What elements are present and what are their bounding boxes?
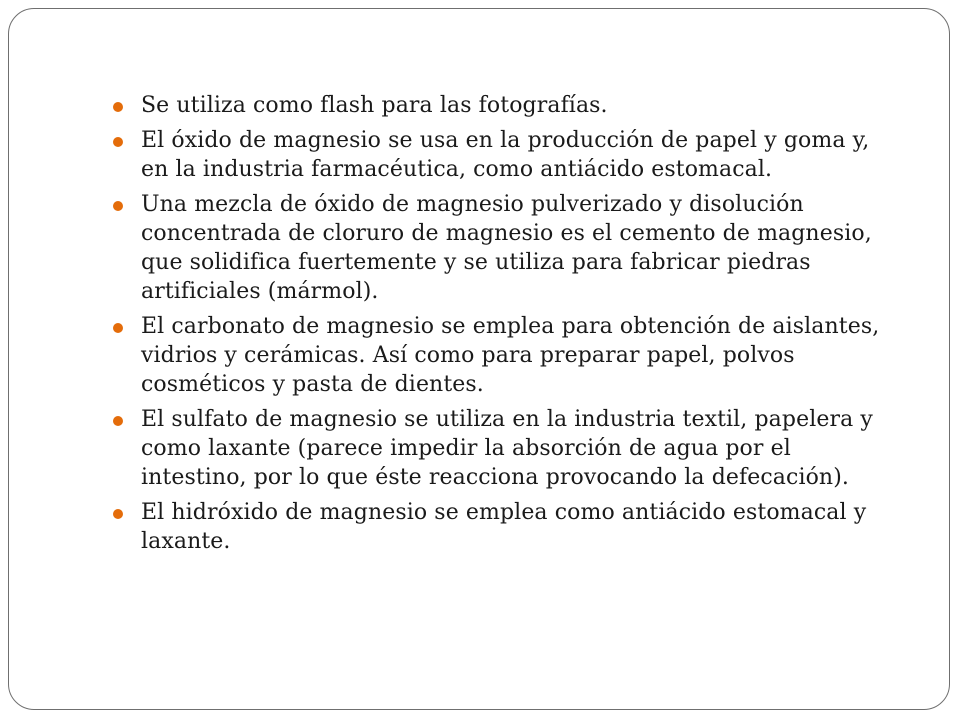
slide-frame [8,8,950,710]
bullet-dot-icon [113,201,123,211]
bullet-text: El hidróxido de magnesio se emplea como antiácido estomacal y laxante. [141,500,867,554]
bullet-list [113,91,903,562]
bullet-text: El óxido de magnesio se usa en la producción de papel y goma y, en la industria farmacéutica, como antiácido estomacal. [141,128,870,182]
bullet-item [113,405,903,492]
bullet-dot-icon [113,416,123,426]
bullet-item [113,312,903,399]
bullet-text: Una mezcla de óxido de magnesio pulverizado y disolución concentrada de cloruro de magnesio es el cemento de magnesio, que solidifica fuertemente y se utiliza para fabricar piedras artificiales (mármol). [141,192,872,304]
bullet-text: El carbonato de magnesio se emplea para obtención de aislantes, vidrios y cerámicas. Así como para preparar papel, polvos cosméticos y pasta de dientes. [141,314,880,397]
bullet-text: El sulfato de magnesio se utiliza en la industria textil, papelera y como laxante (parece impedir la absorción de agua por el intestino, por lo que éste reacciona provocando la defecación). [141,407,873,490]
bullet-text: Se utiliza como flash para las fotografías. [141,93,608,118]
bullet-dot-icon [113,102,123,112]
bullet-item [113,498,903,556]
bullet-item [113,91,903,120]
bullet-item [113,126,903,184]
bullet-dot-icon [113,323,123,333]
bullet-dot-icon [113,509,123,519]
bullet-item [113,190,903,306]
bullet-dot-icon [113,137,123,147]
